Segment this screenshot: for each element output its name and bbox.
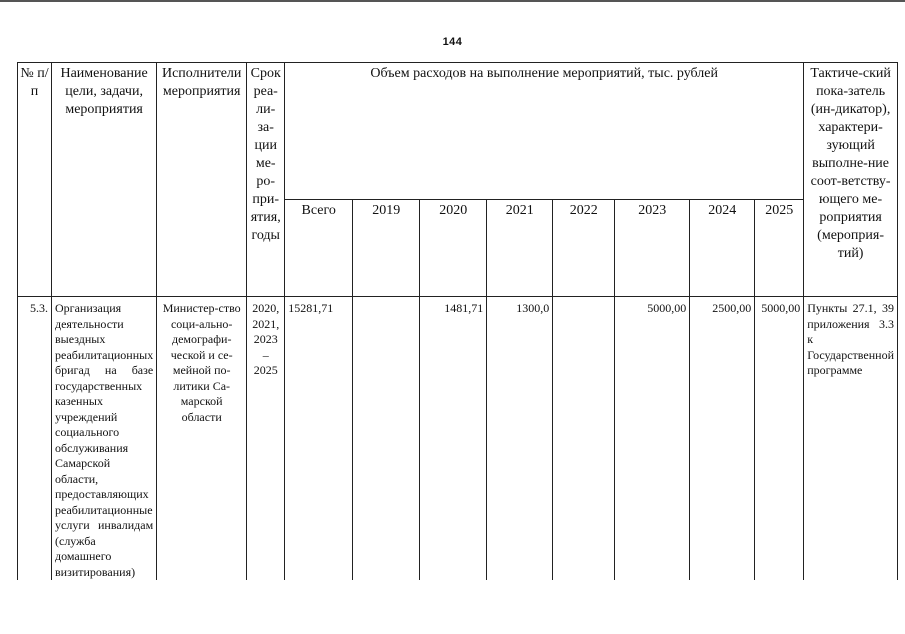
header-year-2022: 2022 [553, 200, 615, 297]
row-value-2024: 2500,00 [690, 297, 755, 581]
header-indicator: Тактиче-ский пока-затель (ин-дикатор), характери-зующий выполне-ние соот-ветству-ющего ме-роприятия (мероприя-тий) [804, 63, 898, 297]
row-indicator: Пункты 27.1, 39 приложения 3.3 к Государственной программе [804, 297, 898, 581]
row-value-2025: 5000,00 [755, 297, 804, 581]
header-volume: Объем расходов на выполнение мероприятий, тыс. рублей [285, 63, 804, 200]
expenditure-table [17, 62, 898, 580]
row-value-2023: 5000,00 [615, 297, 690, 581]
row-value-2020: 1481,71 [420, 297, 487, 581]
table-header-row [18, 63, 898, 200]
row-number: 5.3. [18, 297, 52, 581]
header-year-2021: 2021 [487, 200, 553, 297]
row-name: Организация деятельности выездных реабилитационных бригад на базе государственных казенных учреждений социального обслуживания Самарской области, предоставляющих реабилитационные услуги инвалидам (служба домашнего визитирования) [52, 297, 157, 581]
page-number: 144 [442, 36, 463, 48]
page-top-border [0, 0, 905, 2]
row-value-2021: 1300,0 [487, 297, 553, 581]
header-name: Наименование цели, задачи, мероприятия [52, 63, 157, 297]
row-executors: Министер-ство соци-ально-демографи-ческой и се-мейной по-литики Са-марской области [157, 297, 247, 581]
header-year-2019: 2019 [353, 200, 420, 297]
row-value-2022 [553, 297, 615, 581]
table-row [18, 297, 898, 581]
header-total: Всего [285, 200, 353, 297]
header-number: № п/п [18, 63, 52, 297]
row-term: 2020, 2021, 2023 – 2025 [247, 297, 285, 581]
header-year-2024: 2024 [690, 200, 755, 297]
row-total: 15281,71 [285, 297, 353, 581]
row-value-2019 [353, 297, 420, 581]
header-term: Срок реа-ли-за-ции ме-ро-при-ятия, годы [247, 63, 285, 297]
header-year-2020: 2020 [420, 200, 487, 297]
header-executors: Исполнители мероприятия [157, 63, 247, 297]
header-year-2025: 2025 [755, 200, 804, 297]
header-year-2023: 2023 [615, 200, 690, 297]
